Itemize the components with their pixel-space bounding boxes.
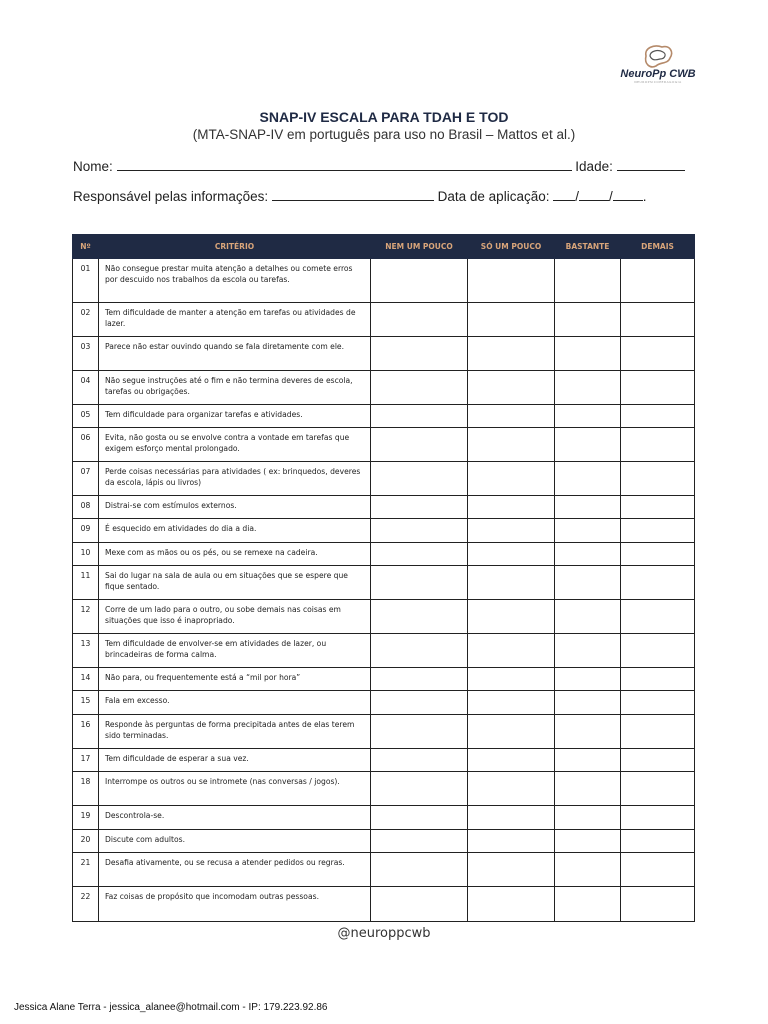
table-row <box>73 566 695 600</box>
answer-cell-nem-um-pouco[interactable] <box>371 668 468 691</box>
table-row <box>73 496 695 519</box>
answer-cell-so-um-pouco[interactable] <box>468 853 555 887</box>
row-criterion: Tem dificuldade de envolver-se em atividades de lazer, ou brincadeiras de forma calma. <box>99 634 371 668</box>
page-title: SNAP-IV ESCALA PARA TDAH E TOD <box>259 109 509 125</box>
row-number: 05 <box>73 405 99 428</box>
row-criterion: Faz coisas de propósito que incomodam outras pessoas. <box>99 887 371 922</box>
answer-cell-demais[interactable] <box>621 519 695 543</box>
answer-cell-bastante[interactable] <box>555 543 621 566</box>
row-criterion: Parece não estar ouvindo quando se fala diretamente com ele. <box>99 337 371 371</box>
answer-cell-so-um-pouco[interactable] <box>468 371 555 405</box>
answer-cell-nem-um-pouco[interactable] <box>371 405 468 428</box>
answer-cell-demais[interactable] <box>621 749 695 772</box>
row-number: 06 <box>73 428 99 462</box>
answer-cell-demais[interactable] <box>621 566 695 600</box>
row-number: 19 <box>73 806 99 830</box>
logo <box>618 42 698 84</box>
logo-subtitle: NEUROPSICOPEDAGOGIA <box>634 80 682 84</box>
header-bastante: BASTANTE <box>555 235 621 259</box>
date-separator: / <box>609 189 613 204</box>
answer-cell-nem-um-pouco[interactable] <box>371 600 468 634</box>
header-so-um-pouco: SÓ UM POUCO <box>468 235 555 259</box>
table-row <box>73 337 695 371</box>
age-field[interactable] <box>617 158 685 171</box>
answer-cell-nem-um-pouco[interactable] <box>371 806 468 830</box>
table-row <box>73 772 695 806</box>
answer-cell-so-um-pouco[interactable] <box>468 600 555 634</box>
answer-cell-bastante[interactable] <box>555 371 621 405</box>
row-number: 03 <box>73 337 99 371</box>
answer-cell-so-um-pouco[interactable] <box>468 543 555 566</box>
table-row <box>73 806 695 830</box>
answer-cell-nem-um-pouco[interactable] <box>371 772 468 806</box>
name-label: Nome: <box>73 159 113 174</box>
row-criterion: Discute com adultos. <box>99 830 371 853</box>
answer-cell-nem-um-pouco[interactable] <box>371 259 468 303</box>
header-criterio: CRITÉRIO <box>99 235 371 259</box>
answer-cell-nem-um-pouco[interactable] <box>371 303 468 337</box>
row-criterion: Descontrola-se. <box>99 806 371 830</box>
answer-cell-nem-um-pouco[interactable] <box>371 887 468 922</box>
answer-cell-so-um-pouco[interactable] <box>468 519 555 543</box>
answer-cell-demais[interactable] <box>621 806 695 830</box>
answer-cell-demais[interactable] <box>621 543 695 566</box>
answer-cell-bastante[interactable] <box>555 566 621 600</box>
table-row <box>73 668 695 691</box>
answer-cell-demais[interactable] <box>621 772 695 806</box>
table-row <box>73 303 695 337</box>
row-number: 08 <box>73 496 99 519</box>
answer-cell-so-um-pouco[interactable] <box>468 405 555 428</box>
responsible-field[interactable] <box>272 188 434 201</box>
answer-cell-so-um-pouco[interactable] <box>468 634 555 668</box>
date-day-field[interactable] <box>553 188 575 201</box>
snap-iv-table <box>72 234 695 922</box>
row-criterion: Interrompe os outros ou se intromete (nas conversas / jogos). <box>99 772 371 806</box>
row-criterion: Desafia ativamente, ou se recusa a atender pedidos ou regras. <box>99 853 371 887</box>
answer-cell-so-um-pouco[interactable] <box>468 462 555 496</box>
answer-cell-demais[interactable] <box>621 371 695 405</box>
answer-cell-nem-um-pouco[interactable] <box>371 830 468 853</box>
answer-cell-bastante[interactable] <box>555 830 621 853</box>
answer-cell-nem-um-pouco[interactable] <box>371 519 468 543</box>
row-number: 18 <box>73 772 99 806</box>
row-number: 13 <box>73 634 99 668</box>
answer-cell-nem-um-pouco[interactable] <box>371 691 468 715</box>
row-criterion: Não para, ou frequentemente está a “mil por hora” <box>99 668 371 691</box>
row-number: 14 <box>73 668 99 691</box>
answer-cell-so-um-pouco[interactable] <box>468 496 555 519</box>
answer-cell-so-um-pouco[interactable] <box>468 428 555 462</box>
table-row <box>73 543 695 566</box>
row-criterion: Perde coisas necessárias para atividades ( ex: brinquedos, deveres da escola, lápis ou livros) <box>99 462 371 496</box>
date-separator: / <box>575 189 579 204</box>
answer-cell-demais[interactable] <box>621 853 695 887</box>
row-number: 21 <box>73 853 99 887</box>
answer-cell-so-um-pouco[interactable] <box>468 772 555 806</box>
answer-cell-so-um-pouco[interactable] <box>468 749 555 772</box>
name-field[interactable] <box>117 158 572 171</box>
table-row <box>73 462 695 496</box>
row-number: 07 <box>73 462 99 496</box>
table-row <box>73 749 695 772</box>
answer-cell-bastante[interactable] <box>555 462 621 496</box>
answer-cell-demais[interactable] <box>621 428 695 462</box>
answer-cell-demais[interactable] <box>621 887 695 922</box>
row-criterion: Distrai-se com estímulos externos. <box>99 496 371 519</box>
date-month-field[interactable] <box>579 188 609 201</box>
row-number: 17 <box>73 749 99 772</box>
answer-cell-so-um-pouco[interactable] <box>468 806 555 830</box>
footer-watermark: Jessica Alane Terra - jessica_alanee@hotmail.com - IP: 179.223.92.86 <box>14 1002 328 1013</box>
table-row <box>73 691 695 715</box>
table-row <box>73 371 695 405</box>
row-number: 22 <box>73 887 99 922</box>
row-number: 01 <box>73 259 99 303</box>
answer-cell-bastante[interactable] <box>555 337 621 371</box>
page-subtitle: (MTA-SNAP-IV em português para uso no Brasil – Mattos et al.) <box>192 127 576 142</box>
row-number: 16 <box>73 715 99 749</box>
answer-cell-so-um-pouco[interactable] <box>468 887 555 922</box>
answer-cell-demais[interactable] <box>621 462 695 496</box>
answer-cell-demais[interactable] <box>621 668 695 691</box>
answer-cell-nem-um-pouco[interactable] <box>371 543 468 566</box>
age-label: Idade: <box>575 159 613 174</box>
answer-cell-demais[interactable] <box>621 337 695 371</box>
date-label: Data de aplicação: <box>437 189 550 204</box>
answer-cell-nem-um-pouco[interactable] <box>371 749 468 772</box>
answer-cell-bastante[interactable] <box>555 259 621 303</box>
answer-cell-bastante[interactable] <box>555 303 621 337</box>
answer-cell-nem-um-pouco[interactable] <box>371 462 468 496</box>
table-row <box>73 259 695 303</box>
answer-cell-bastante[interactable] <box>555 715 621 749</box>
answer-cell-nem-um-pouco[interactable] <box>371 428 468 462</box>
responsible-date-line: Responsável pelas informações: Data de aplicação: / / . <box>73 189 647 204</box>
social-handle: @neuroppcwb <box>337 926 431 941</box>
table-row <box>73 830 695 853</box>
row-number: 12 <box>73 600 99 634</box>
row-criterion: Corre de um lado para o outro, ou sobe demais nas coisas em situações que isso é inapropriado. <box>99 600 371 634</box>
row-number: 11 <box>73 566 99 600</box>
row-number: 15 <box>73 691 99 715</box>
table-header-row <box>73 235 695 259</box>
table-row <box>73 405 695 428</box>
answer-cell-nem-um-pouco[interactable] <box>371 337 468 371</box>
answer-cell-nem-um-pouco[interactable] <box>371 853 468 887</box>
answer-cell-bastante[interactable] <box>555 853 621 887</box>
answer-cell-demais[interactable] <box>621 600 695 634</box>
row-criterion: Fala em excesso. <box>99 691 371 715</box>
answer-cell-demais[interactable] <box>621 691 695 715</box>
answer-cell-so-um-pouco[interactable] <box>468 715 555 749</box>
answer-cell-demais[interactable] <box>621 405 695 428</box>
name-age-line <box>73 158 685 174</box>
row-criterion: Não segue instruções até o fim e não termina deveres de escola, tarefas ou obrigações. <box>99 371 371 405</box>
table-row <box>73 428 695 462</box>
answer-cell-bastante[interactable] <box>555 887 621 922</box>
answer-cell-demais[interactable] <box>621 496 695 519</box>
row-criterion: Sai do lugar na sala de aula ou em situações que se espere que fique sentado. <box>99 566 371 600</box>
answer-cell-demais[interactable] <box>621 634 695 668</box>
answer-cell-so-um-pouco[interactable] <box>468 259 555 303</box>
header-num: Nº <box>73 235 99 259</box>
answer-cell-so-um-pouco[interactable] <box>468 830 555 853</box>
row-criterion: Não consegue prestar muita atenção a detalhes ou comete erros por descuido nos trabalhos da escola ou tarefas. <box>99 259 371 303</box>
row-number: 09 <box>73 519 99 543</box>
answer-cell-so-um-pouco[interactable] <box>468 668 555 691</box>
answer-cell-demais[interactable] <box>621 259 695 303</box>
header-demais: DEMAIS <box>621 235 695 259</box>
answer-cell-nem-um-pouco[interactable] <box>371 634 468 668</box>
row-criterion: Mexe com as mãos ou os pés, ou se remexe na cadeira. <box>99 543 371 566</box>
answer-cell-nem-um-pouco[interactable] <box>371 715 468 749</box>
answer-cell-so-um-pouco[interactable] <box>468 337 555 371</box>
row-criterion: Evita, não gosta ou se envolve contra a vontade em tarefas que exigem esforço mental prolongado. <box>99 428 371 462</box>
table-row <box>73 715 695 749</box>
header-nem-um-pouco: NEM UM POUCO <box>371 235 468 259</box>
answer-cell-nem-um-pouco[interactable] <box>371 371 468 405</box>
answer-cell-bastante[interactable] <box>555 519 621 543</box>
answer-cell-bastante[interactable] <box>555 668 621 691</box>
row-number: 10 <box>73 543 99 566</box>
table-row <box>73 853 695 887</box>
answer-cell-bastante[interactable] <box>555 600 621 634</box>
table-row <box>73 600 695 634</box>
answer-cell-bastante[interactable] <box>555 428 621 462</box>
row-criterion: Tem dificuldade para organizar tarefas e atividades. <box>99 405 371 428</box>
answer-cell-nem-um-pouco[interactable] <box>371 496 468 519</box>
row-criterion: Tem dificuldade de esperar a sua vez. <box>99 749 371 772</box>
answer-cell-bastante[interactable] <box>555 634 621 668</box>
brain-logo-icon <box>638 42 678 70</box>
date-year-field[interactable] <box>613 188 643 201</box>
logo-brand: NeuroPp CWB <box>620 68 696 80</box>
answer-cell-demais[interactable] <box>621 303 695 337</box>
answer-cell-bastante[interactable] <box>555 749 621 772</box>
answer-cell-bastante[interactable] <box>555 806 621 830</box>
answer-cell-so-um-pouco[interactable] <box>468 691 555 715</box>
row-criterion: É esquecido em atividades do dia a dia. <box>99 519 371 543</box>
answer-cell-bastante[interactable] <box>555 405 621 428</box>
row-number: 04 <box>73 371 99 405</box>
row-number: 02 <box>73 303 99 337</box>
responsible-label: Responsável pelas informações: <box>73 189 269 204</box>
answer-cell-so-um-pouco[interactable] <box>468 303 555 337</box>
table-row <box>73 887 695 922</box>
answer-cell-nem-um-pouco[interactable] <box>371 566 468 600</box>
row-number: 20 <box>73 830 99 853</box>
answer-cell-demais[interactable] <box>621 715 695 749</box>
answer-cell-bastante[interactable] <box>555 496 621 519</box>
row-criterion: Tem dificuldade de manter a atenção em tarefas ou atividades de lazer. <box>99 303 371 337</box>
answer-cell-bastante[interactable] <box>555 691 621 715</box>
table-row <box>73 634 695 668</box>
row-criterion: Responde às perguntas de forma precipitada antes de elas terem sido terminadas. <box>99 715 371 749</box>
table-row <box>73 519 695 543</box>
answer-cell-bastante[interactable] <box>555 772 621 806</box>
answer-cell-so-um-pouco[interactable] <box>468 566 555 600</box>
answer-cell-demais[interactable] <box>621 830 695 853</box>
